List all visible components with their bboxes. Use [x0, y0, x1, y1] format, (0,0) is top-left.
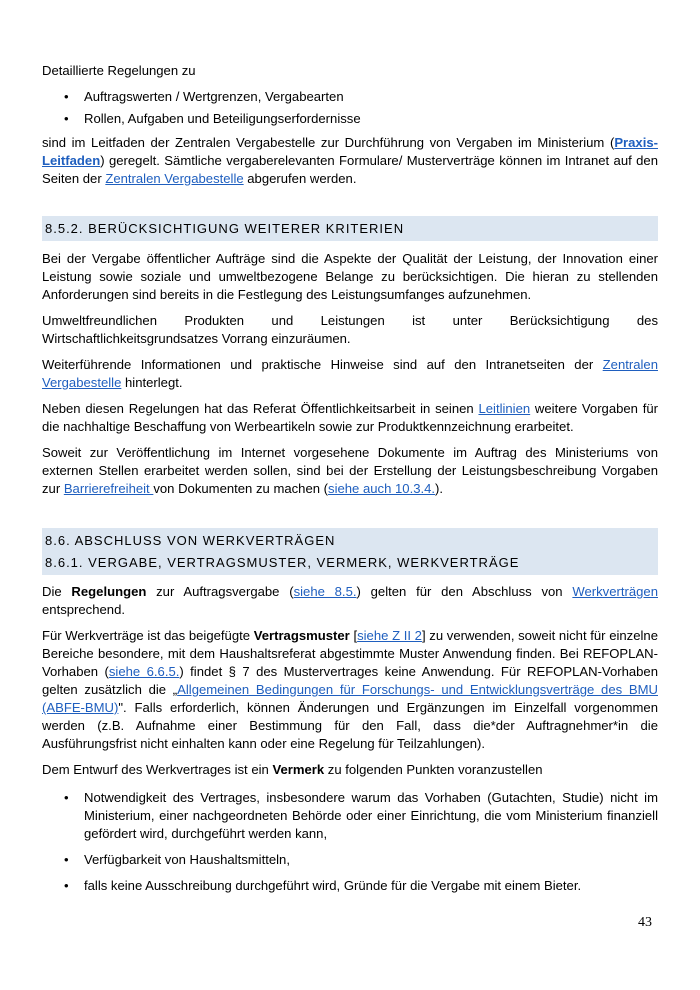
- leitlinien-link[interactable]: Leitlinien: [478, 401, 531, 416]
- list-item: • Notwendigkeit des Vertrages, insbesondere warum das Vorhaben (Gutachten, Studie) nicht im Ministerium, einer nachgeordneten Behörde oder einer Einrichtung, die vom Ministerium finanziell gefördert wird, durchgeführt werden kann,: [64, 790, 658, 841]
- paragraph-barrierefreiheit: Soweit zur Veröffentlichung im Internet vorgesehene Dokumente im Auftrag des Ministeriums von externen Stellen erarbeitet werden sollen, sind bei der Erstellung der Leistungsbeschreibung Vorgaben zur Barrierefreiheit von Dokumenten zu machen (siehe auch 10.3.4.).: [42, 445, 658, 496]
- bullet-icon: •: [64, 878, 69, 893]
- section-heading-8-6-1: 8.6.1. VERGABE, VERTRAGSMUSTER, VERMERK, WERKVERTRÄGE: [42, 551, 658, 575]
- paragraph-vermerk: Dem Entwurf des Werkvertrages ist ein Vermerk zu folgenden Punkten voranzustellen: [42, 762, 543, 777]
- bullet-icon: •: [64, 790, 69, 805]
- paragraph-further-info: Weiterführende Informationen und praktische Hinweise sind auf den Intranetseiten der Zentralen Vergabestelle hinterlegt.: [42, 357, 658, 390]
- intro-paragraph: sind im Leitfaden der Zentralen Vergabestelle zur Durchführung von Vergaben im Ministerium (Praxis-Leitfaden) geregelt. Sämtliche vergaberelevanten Formulare/ Musterverträge können im Intranet auf den Seiten der Zentralen Vergabestelle abgerufen werden.: [42, 135, 658, 186]
- paragraph-leitlinien: Neben diesen Regelungen hat das Referat Öffentlichkeitsarbeit in seinen Leitlinien weitere Vorgaben für die nachhaltige Beschaffung von Werbeartikeln sowie zur Produktkennzeichnung erarbeitet.: [42, 401, 659, 434]
- siehe-6-6-5-link[interactable]: siehe 6.6.5.: [108, 664, 180, 679]
- list-item: • Auftragswerten / Wertgrenzen, Vergabearten: [64, 89, 344, 104]
- bullet-icon: •: [64, 852, 69, 867]
- intro-lead: Detaillierte Regelungen zu: [42, 63, 196, 78]
- siehe-10-3-4-link[interactable]: siehe auch 10.3.4.: [328, 481, 436, 496]
- zentrale-vergabestelle-link[interactable]: Zentralen Vergabestelle: [105, 171, 244, 186]
- list-item: • falls keine Ausschreibung durchgeführt wird, Gründe für die Vergabe mit einem Bieter.: [64, 878, 582, 893]
- siehe-z-ii-2-link[interactable]: siehe Z II 2: [357, 628, 422, 643]
- paragraph-aspects: Bei der Vergabe öffentlicher Aufträge sind die Aspekte der Qualität der Leistung, der Innovation einer Leistung sowie soziale und umweltbezogene Belange zu berücksichtigen. Die hieran zu stellenden Anforderungen sind bereits in die Festlegung des Leistungsumfanges aufzunehmen.: [42, 251, 658, 302]
- bullet-icon: •: [64, 89, 69, 104]
- page-number: 43: [638, 915, 652, 930]
- intro-bullet-list: [42, 88, 658, 128]
- abfe-bmu-link[interactable]: Allgemeinen Bedingungen für Forschungs- und Entwicklungsverträge des BMU (ABFE-BMU): [42, 682, 658, 715]
- bullet-icon: •: [64, 111, 69, 126]
- paragraph-vertragsmuster: Für Werkverträge ist das beigefügte Vertragsmuster [siehe Z II 2] zu verwenden, soweit nicht für einzelne Bereiche besondere, mit dem Haushaltsreferat abgestimmte Muster Anwendung finden. Bei REFOPLAN-Vorhaben (siehe 6.6.5.) findet § 7 des Mustervertrages keine Anwendung. Für REFOPLAN-Vorhaben gelten zusätzlich die „Allgemeinen Bedingungen für Forschungs- und Entwicklungsverträge des BMU (ABFE-BMU)". Falls erforderlich, können Änderungen und Ergänzungen im Einzelfall vorgenommen werden (z.B. Aufnahme einer Bestimmung für den Fall, dass die*der Auftragnehmer*in die Ausführungsfrist nicht einhalten kann oder eine Regelung für Teilzahlungen).: [42, 628, 659, 751]
- praxis-leitfaden-link[interactable]: Praxis-Leitfaden: [42, 135, 658, 168]
- list-item: • Rollen, Aufgaben und Beteiligungserfordernisse: [64, 111, 361, 126]
- vermerk-bullet-list: [42, 789, 658, 895]
- section-heading-8-5-2: 8.5.2. BERÜCKSICHTIGUNG WEITERER KRITERIEN: [42, 216, 658, 241]
- paragraph-environment: Umweltfreundlichen Produkten und Leistungen ist unter Berücksichtigung des Wirtschaftlichkeitsgrundsatzes Vorrang einzuräumen.: [42, 313, 658, 346]
- list-item: • Verfügbarkeit von Haushaltsmitteln,: [64, 852, 290, 867]
- barrierefreiheit-link[interactable]: Barrierefreiheit: [63, 481, 154, 496]
- document-page: [42, 62, 658, 901]
- paragraph-regelungen: Die Regelungen zur Auftragsvergabe (siehe 8.5.) gelten für den Abschluss von Werkverträgen entsprechend.: [42, 584, 658, 617]
- siehe-8-5-link[interactable]: siehe 8.5.: [293, 584, 357, 599]
- werkvertraege-link[interactable]: Werkverträgen: [572, 584, 658, 599]
- section-heading-8-6: 8.6. ABSCHLUSS VON WERKVERTRÄGEN: [42, 528, 658, 551]
- zentrale-vergabestelle-link-2[interactable]: Zentralen Vergabestelle: [42, 357, 658, 390]
